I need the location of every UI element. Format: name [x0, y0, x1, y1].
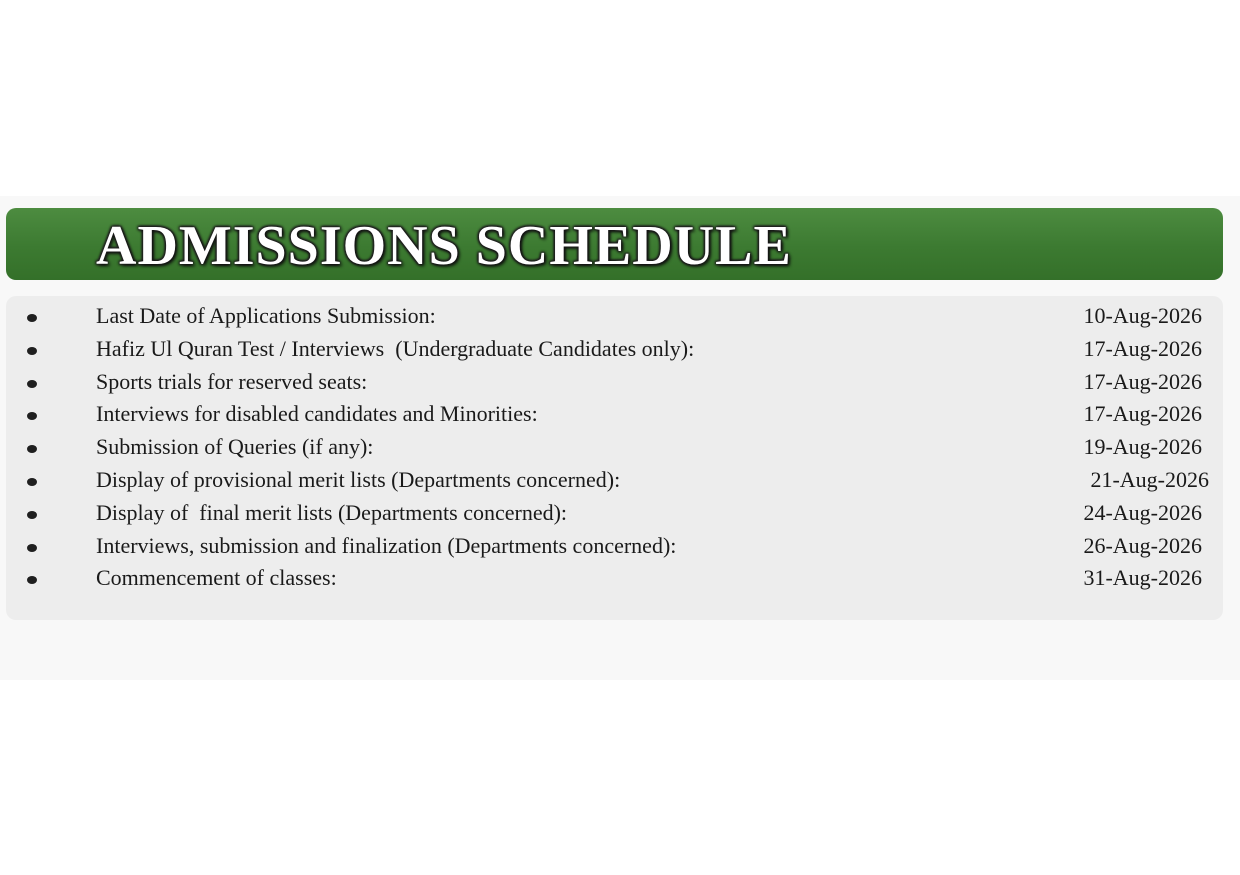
schedule-item-queries — [6, 431, 1223, 464]
schedule-item-label: Submission of Queries (if any): — [96, 434, 374, 460]
schedule-item-label: Commencement of classes: — [96, 565, 337, 591]
schedule-item-date: 21-Aug-2026 — [1090, 466, 1209, 492]
schedule-item-label: Hafiz Ul Quran Test / Interviews (Undergraduate Candidates only): — [96, 335, 695, 361]
schedule-item-label: Display of final merit lists (Departments concerned): — [96, 499, 568, 525]
schedule-item-sports-trials — [6, 366, 1223, 399]
bullet-icon — [27, 478, 37, 486]
schedule-item-date: 26-Aug-2026 — [1083, 532, 1202, 558]
schedule-item-label: Interviews, submission and finalization (Departments concerned): — [96, 532, 677, 558]
bullet-icon — [27, 511, 37, 519]
schedule-item-date: 17-Aug-2026 — [1083, 401, 1202, 427]
page-title: ADMISSIONS SCHEDULE — [96, 215, 792, 277]
bullet-icon — [27, 576, 37, 584]
schedule-item-date: 17-Aug-2026 — [1083, 368, 1202, 394]
schedule-item-date: 24-Aug-2026 — [1083, 499, 1202, 525]
schedule-item-label: Interviews for disabled candidates and Minorities: — [96, 401, 538, 427]
schedule-item-date: 19-Aug-2026 — [1083, 434, 1202, 460]
schedule-item-disabled-minorities-interviews — [6, 398, 1223, 431]
schedule-item-commencement — [6, 562, 1223, 595]
schedule-item-label: Sports trials for reserved seats: — [96, 368, 368, 394]
schedule-item-date: 17-Aug-2026 — [1083, 335, 1202, 361]
schedule-item-hafiz-test — [6, 333, 1223, 366]
schedule-item-provisional-merit-lists — [6, 464, 1223, 497]
schedule-item-date: 31-Aug-2026 — [1083, 565, 1202, 591]
schedule-panel — [6, 296, 1223, 620]
bullet-icon — [27, 347, 37, 355]
schedule-item-finalization — [6, 530, 1223, 563]
schedule-item-final-merit-lists — [6, 497, 1223, 530]
bullet-icon — [27, 544, 37, 552]
bullet-icon — [27, 412, 37, 420]
bullet-icon — [27, 314, 37, 322]
schedule-item-application-deadline — [6, 300, 1223, 333]
schedule-item-label: Display of provisional merit lists (Departments concerned): — [96, 466, 621, 492]
bullet-icon — [27, 380, 37, 388]
schedule-list — [6, 300, 1223, 595]
title-banner — [6, 208, 1223, 280]
schedule-item-date: 10-Aug-2026 — [1083, 303, 1202, 328]
schedule-item-label: Last Date of Applications Submission: — [96, 303, 436, 328]
bullet-icon — [27, 445, 37, 453]
